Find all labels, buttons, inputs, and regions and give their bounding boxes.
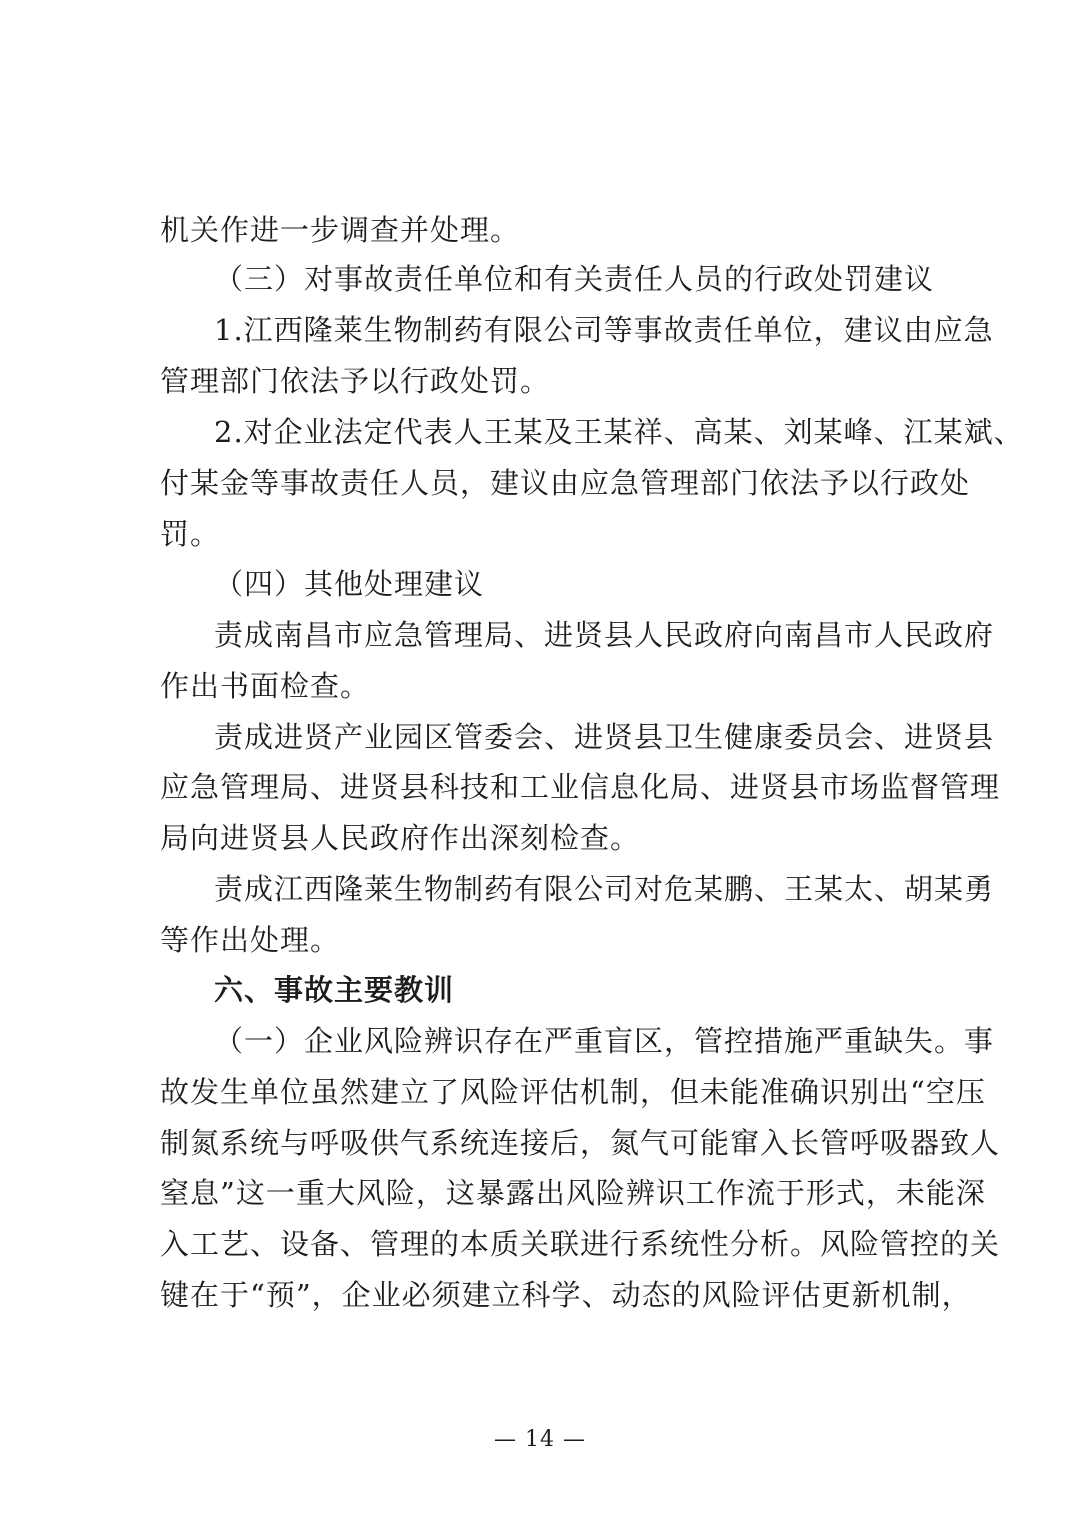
paragraph-line-11: 责成进贤产业园区管委会、进贤县卫生健康委员会、进贤县	[214, 720, 995, 754]
paragraph-line-18: 故发生单位虽然建立了风险评估机制，但未能准确识别出“空压	[160, 1075, 986, 1109]
paragraph-line-4: 管理部门依法予以行政处罚。	[160, 364, 551, 398]
paragraph-line-6: 付某金等事故责任人员，建议由应急管理部门依法予以行政处	[160, 466, 971, 500]
paragraph-line-12: 应急管理局、进贤县科技和工业信息化局、进贤县市场监督管理	[160, 770, 1001, 804]
paragraph-line-15: 等作出处理。	[160, 923, 341, 957]
paragraph-line-22: 键在于“预”，企业必须建立科学、动态的风险评估更新机制，	[160, 1278, 972, 1312]
paragraph-line-14: 责成江西隆莱生物制药有限公司对危某鹏、王某太、胡某勇	[214, 872, 995, 906]
paragraph-line-13: 局向进贤县人民政府作出深刻检查。	[160, 821, 641, 855]
paragraph-line-1: 机关作进一步调查并处理。	[160, 213, 521, 247]
page-number: — 14 —	[494, 1427, 586, 1452]
section-heading-3: （三）对事故责任单位和有关责任人员的行政处罚建议	[214, 262, 935, 296]
section-heading-4: （四）其他处理建议	[214, 567, 485, 601]
paragraph-line-10: 作出书面检查。	[160, 669, 371, 703]
paragraph-line-20: 窒息”这一重大风险，这暴露出风险辨识工作流于形式，未能深	[160, 1176, 986, 1210]
paragraph-line-3: 1.江西隆莱生物制药有限公司等事故责任单位，建议由应急	[214, 313, 994, 347]
paragraph-line-19: 制氮系统与呼吸供气系统连接后，氮气可能窜入长管呼吸器致人	[160, 1126, 1001, 1160]
paragraph-line-9: 责成南昌市应急管理局、进贤县人民政府向南昌市人民政府	[214, 618, 995, 652]
paragraph-line-21: 入工艺、设备、管理的本质关联进行系统性分析。风险管控的关	[160, 1227, 1001, 1261]
paragraph-line-5: 2.对企业法定代表人王某及王某祥、高某、刘某峰、江某斌、	[214, 415, 1024, 449]
paragraph-line-17: （一）企业风险辨识存在严重盲区，管控措施严重缺失。事	[214, 1024, 995, 1058]
paragraph-line-7: 罚。	[160, 517, 221, 551]
chapter-heading-6: 六、事故主要教训	[214, 973, 455, 1007]
